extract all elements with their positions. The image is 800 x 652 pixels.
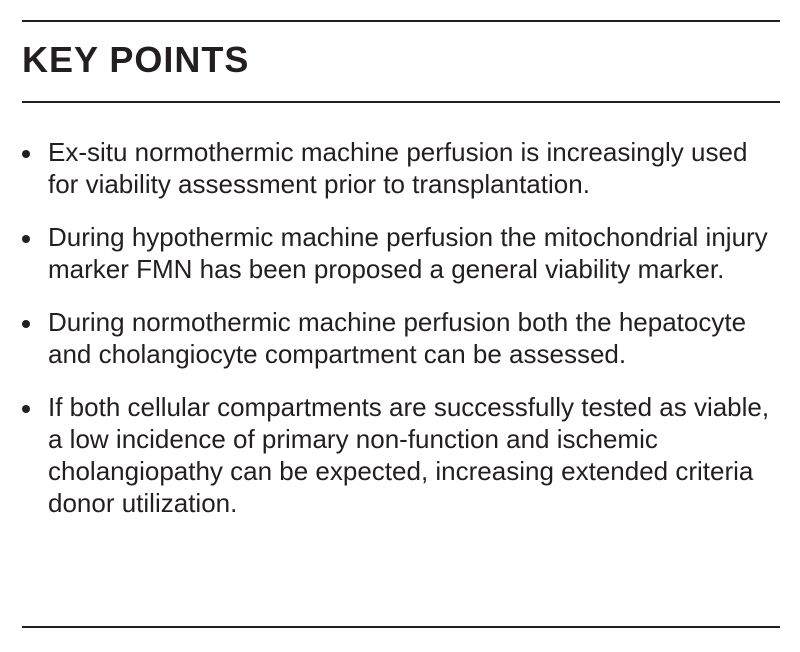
key-point-item (22, 391, 780, 519)
key-point-item (22, 221, 780, 285)
key-points-list (22, 136, 780, 540)
key-point-text: If both cellular compartments are successfully tested as viable, a low incidence of primary non-function and ischemic cholangiopathy can be expected, increasing extended criteria donor utilization. (48, 392, 770, 518)
key-point-item (22, 306, 780, 370)
key-point-text: During normothermic machine perfusion both the hepatocyte and cholangiocyte compartment can be assessed. (48, 307, 747, 369)
bullet-icon (22, 405, 30, 413)
key-point-item (22, 136, 780, 200)
key-point-text: During hypothermic machine perfusion the mitochondrial injury marker FMN has been proposed a general viability marker. (48, 222, 768, 284)
bullet-icon (22, 235, 30, 243)
key-point-text: Ex-situ normothermic machine perfusion is increasingly used for viability assessment prior to transplantation. (48, 137, 748, 199)
bullet-icon (22, 320, 30, 328)
bottom-divider (22, 626, 780, 628)
bullet-icon (22, 150, 30, 158)
key-points-title: KEY POINTS (22, 39, 250, 80)
top-divider (22, 20, 780, 22)
key-points-box (22, 20, 780, 628)
title-divider (22, 101, 780, 103)
